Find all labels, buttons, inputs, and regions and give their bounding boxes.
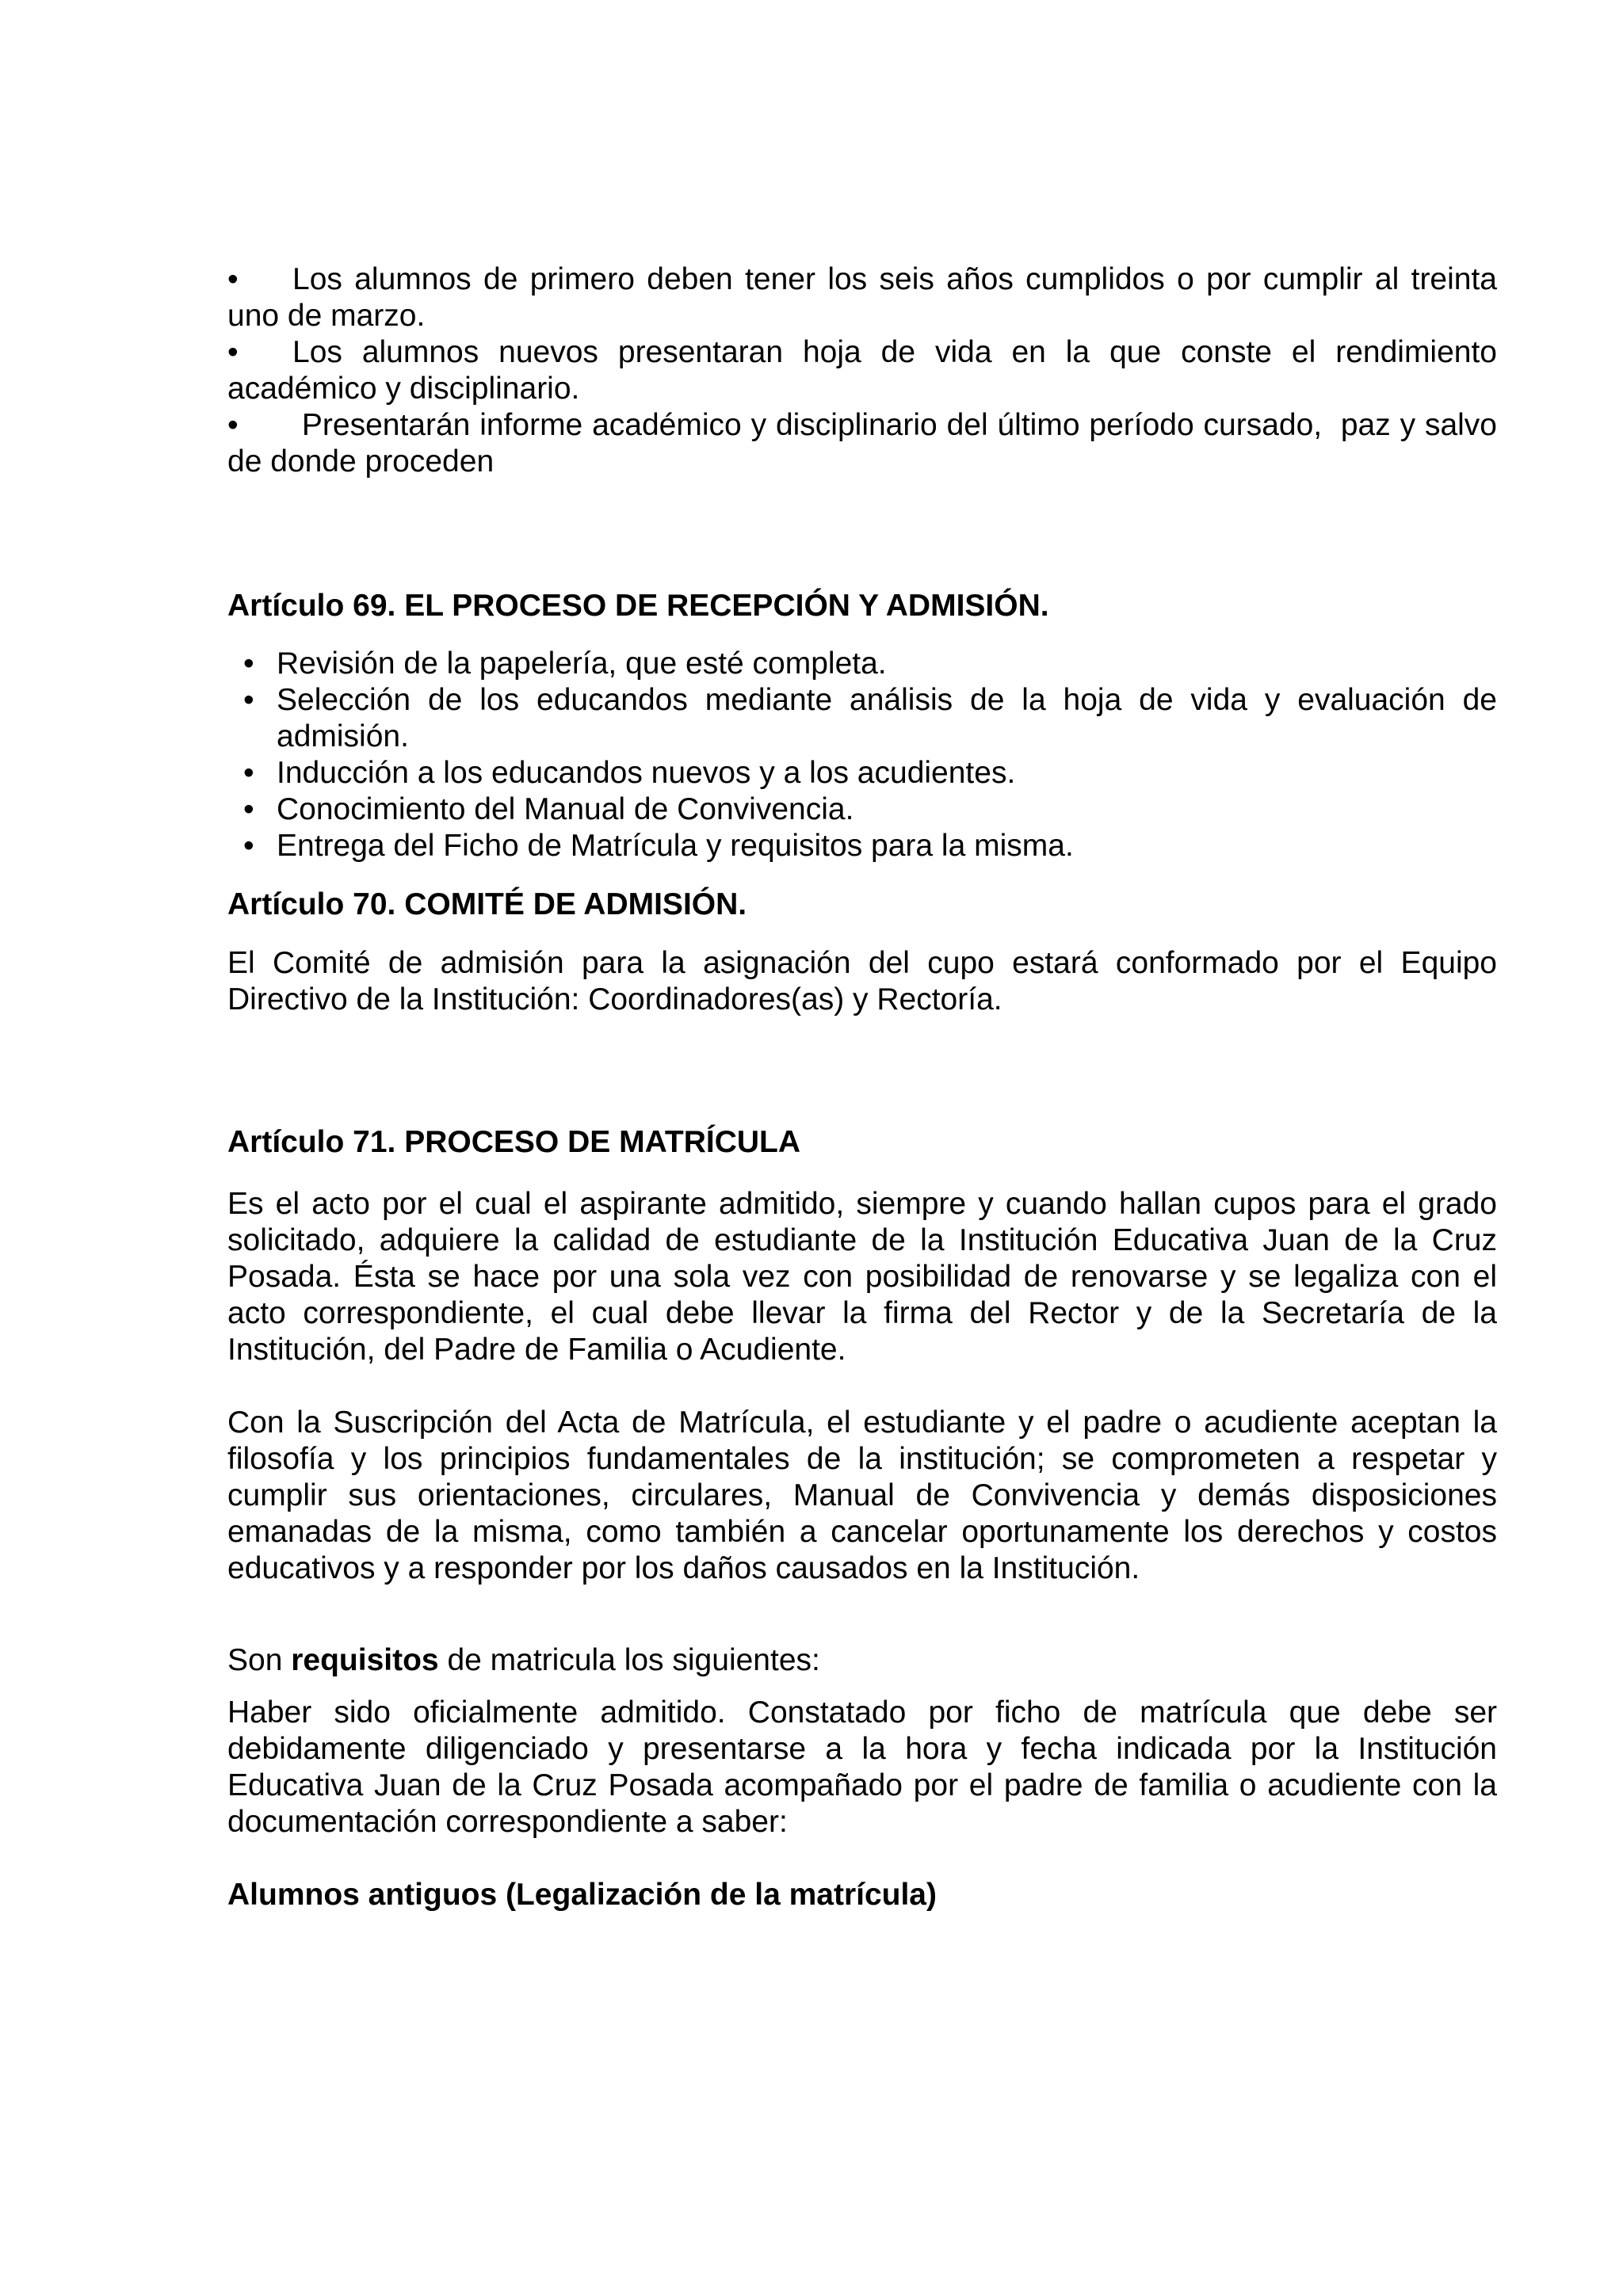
requirements-prefix: Son (227, 1643, 292, 1677)
list-item-text: Entrega del Ficho de Matrícula y requisitos para la misma. (277, 829, 1074, 863)
intro-item-text: Los alumnos de primero deben tener los seis años cumplidos o por cumplir al treinta uno de marzo. (227, 262, 1497, 333)
article-70-heading: Artículo 70. COMITÉ DE ADMISIÓN. (227, 887, 747, 921)
intro-item-text: Los alumnos nuevos presentaran hoja de vida en la que conste el rendimiento académico y disciplinario. (227, 335, 1497, 406)
article-69-list (227, 646, 1497, 864)
intro-list-item (227, 407, 1506, 480)
bullet-icon: • (243, 756, 254, 790)
bullet-icon: • (227, 408, 239, 442)
list-item-text: Selección de los educandos mediante análisis de la hoja de vida y evaluación de admisión. (277, 683, 1497, 753)
list-item (227, 791, 1497, 828)
article-71-paragraph-1: Es el acto por el cual el aspirante admitido, siempre y cuando hallan cupos para el grado solicitado, adquiere la calidad de estudiante de la Institución Educativa Juan de la Cruz Posada. Ésta se hace por una sola vez con posibilidad de renovarse y se legaliza con el acto correspondiente, el cual debe llevar la firma del Rector y de la Secretaría de la Institución, del Padre de Familia o Acudiente. (227, 1187, 1497, 1367)
article-71-paragraph-3: Haber sido oficialmente admitido. Constatado por ficho de matrícula que debe ser debidamente diligenciado y presentarse a la hora y fecha indicada por la Institución Educativa Juan de la Cruz Posada acompañado por el padre de familia o acudiente con la documentación correspondiente a saber: (227, 1695, 1497, 1839)
bullet-icon: • (243, 829, 254, 863)
article-71-heading: Artículo 71. PROCESO DE MATRÍCULA (227, 1125, 801, 1159)
requirements-word: requisitos (291, 1643, 439, 1677)
bullet-icon: • (243, 792, 254, 826)
article-69-heading: Artículo 69. EL PROCESO DE RECEPCIÓN Y ADMISIÓN. (227, 589, 1049, 623)
list-item-text: Revisión de la papelería, que esté completa. (277, 646, 887, 681)
list-item-text: Inducción a los educandos nuevos y a los acudientes. (277, 756, 1016, 790)
bullet-icon: • (243, 683, 254, 717)
list-item (227, 828, 1497, 864)
bullet-icon: • (227, 262, 239, 296)
bullet-icon: • (243, 646, 254, 681)
document-page (227, 261, 1506, 1913)
list-item (227, 755, 1497, 791)
list-item (227, 646, 1497, 682)
article-70-body: El Comité de admisión para la asignación del cupo estará conformado por el Equipo Directivo de la Institución: Coordinadores(as) y Rectoría. (227, 946, 1497, 1016)
article-71-paragraph-2: Con la Suscripción del Acta de Matrícula, el estudiante y el padre o acudiente aceptan la filosofía y los principios fundamentales de la institución; se comprometen a respetar y cumplir sus orientaciones, circulares, Manual de Convivencia y demás disposiciones emanadas de la misma, como también a cancelar oportunamente los derechos y costos educativos y a responder por los daños causados en la Institución. (227, 1405, 1497, 1585)
intro-list-item (227, 261, 1497, 334)
alumnos-antiguos-heading: Alumnos antiguos (Legalización de la matrícula) (227, 1878, 937, 1912)
requirements-intro (227, 1642, 1497, 1679)
list-item-text: Conocimiento del Manual de Convivencia. (277, 792, 854, 826)
requirements-suffix: de matricula los siguientes: (438, 1643, 820, 1677)
bullet-icon: • (227, 335, 239, 369)
list-item (227, 682, 1497, 755)
intro-item-text: Presentarán informe académico y disciplinario del último período cursado, paz y salvo de donde proceden (227, 408, 1506, 479)
intro-list-item (227, 334, 1497, 407)
